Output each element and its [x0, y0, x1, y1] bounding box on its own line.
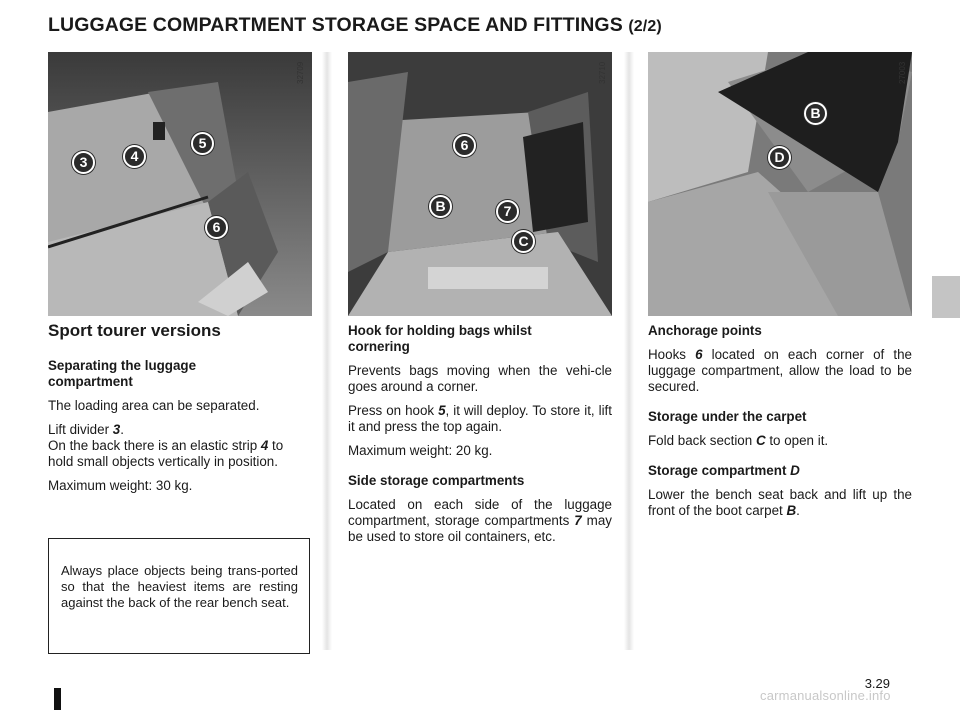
reference-number: C — [755, 433, 766, 448]
figure-reference: 32710 — [598, 61, 607, 84]
subsection-heading: Anchorage points — [648, 323, 762, 338]
text: Hooks — [648, 347, 696, 362]
subsection-heading: Storage under the carpet — [648, 409, 807, 424]
callout-6: 6 — [453, 134, 476, 157]
title-suffix: (2/2) — [628, 18, 662, 35]
footer-mark — [54, 688, 61, 710]
paragraph — [48, 422, 310, 470]
reference-number: 5 — [438, 403, 446, 418]
subsection-heading: Side storage compartments — [348, 473, 525, 488]
reference-number: 3 — [112, 422, 121, 437]
callout-B: B — [429, 195, 452, 218]
text: Located on each side of the luggage compartment, storage compartments — [348, 497, 612, 528]
warning-text: Always place objects being trans-ported so that the heaviest items are resting against the back of the rear bench seat. — [61, 563, 298, 610]
paragraph: Prevents bags moving when the vehi-cle goes around a corner. — [348, 363, 612, 394]
text: Lift divider — [48, 422, 113, 437]
text: Press on hook — [348, 403, 439, 418]
section-title: Sport tourer versions — [48, 321, 221, 340]
text: to hold small objects vertically in position. — [48, 438, 284, 469]
reference-number: 7 — [574, 513, 582, 528]
paragraph — [648, 347, 912, 395]
text: . — [120, 422, 124, 437]
figure-reference: 32709 — [296, 61, 305, 84]
page-number: 3.29 — [864, 676, 890, 691]
column-separator — [624, 52, 634, 650]
paragraph — [648, 487, 912, 519]
callout-6: 6 — [205, 216, 228, 239]
page-title — [48, 14, 662, 37]
text: located on each corner of the luggage compartment, allow the load to be secured. — [648, 347, 912, 394]
reference-number: 4 — [260, 438, 269, 453]
paragraph: The loading area can be separated. — [48, 398, 260, 413]
watermark: carmanualsonline.info — [760, 688, 891, 703]
column-1-text — [48, 358, 310, 502]
text: to open it. — [765, 433, 829, 448]
heading-line: cornering — [348, 339, 410, 354]
figure-reference: 27003 — [898, 61, 907, 84]
paragraph — [348, 403, 612, 435]
reference-number: B — [786, 503, 797, 518]
reference-number: D — [790, 463, 800, 478]
chapter-tab — [932, 276, 960, 318]
callout-B: B — [804, 102, 827, 125]
heading-line: Hook for holding bags whilst — [348, 323, 532, 338]
callout-C: C — [512, 230, 535, 253]
heading-line: compartment — [48, 374, 133, 389]
text: may be used to store oil containers, etc. — [348, 513, 612, 544]
subsection-heading — [348, 323, 612, 355]
paragraph — [648, 433, 912, 449]
text: , it will deploy. To store it, lift it and press the top again. — [348, 403, 612, 434]
column-3-text — [648, 323, 912, 527]
text: Fold back section — [648, 433, 756, 448]
paragraph: Maximum weight: 20 kg. — [348, 443, 493, 458]
text: On the back there is an elastic strip — [48, 438, 261, 453]
subsection-heading — [48, 358, 310, 390]
callout-7: 7 — [496, 200, 519, 223]
callout-4: 4 — [123, 145, 146, 168]
column-separator — [322, 52, 332, 650]
title-text: LUGGAGE COMPARTMENT STORAGE SPACE AND FITTINGS — [48, 14, 623, 36]
reference-number: 6 — [695, 347, 703, 362]
column-2-text — [348, 323, 612, 553]
luggage-compartment-photo-3 — [648, 52, 912, 316]
warning-box — [48, 538, 310, 654]
text: Lower the bench seat back and lift up the front of the boot carpet — [648, 487, 912, 518]
luggage-compartment-photo-1 — [48, 52, 312, 316]
callout-D: D — [768, 146, 791, 169]
heading-line: Separating the luggage — [48, 358, 197, 373]
subsection-heading — [648, 463, 912, 479]
paragraph — [348, 497, 612, 545]
text: Storage compartment — [648, 463, 791, 478]
text: . — [796, 503, 800, 518]
callout-5: 5 — [191, 132, 214, 155]
luggage-compartment-photo-2 — [348, 52, 612, 316]
paragraph: Maximum weight: 30 kg. — [48, 478, 193, 493]
callout-3: 3 — [72, 151, 95, 174]
